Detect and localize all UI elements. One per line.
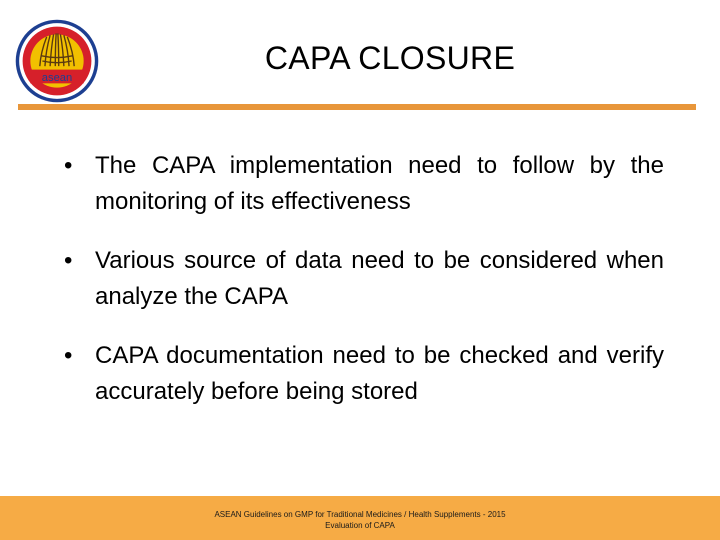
bullet-marker: • bbox=[64, 247, 73, 274]
bullet-marker: • bbox=[64, 152, 73, 179]
bullet-text: The CAPA implementation need to follow by the monitoring of its effectiveness bbox=[95, 152, 664, 215]
page-title: CAPA CLOSURE bbox=[264, 40, 516, 76]
footer-bar bbox=[0, 496, 720, 540]
asean-emblem-icon bbox=[14, 18, 100, 104]
bullet-item bbox=[64, 243, 664, 315]
bullet-text: Various source of data need to be considered when analyze the CAPA bbox=[95, 247, 664, 310]
bullet-item bbox=[64, 148, 664, 220]
bullet-item bbox=[64, 338, 664, 410]
footer-line-topic: Evaluation of CAPA bbox=[325, 521, 395, 530]
footer-line-guideline: ASEAN Guidelines on GMP for Traditional Medicines / Health Supplements - 2015 bbox=[214, 510, 506, 519]
asean-logo bbox=[14, 18, 100, 104]
bullet-list bbox=[64, 148, 664, 433]
title-divider bbox=[18, 104, 696, 110]
logo-text: asean bbox=[41, 71, 73, 84]
bullet-marker: • bbox=[64, 342, 73, 369]
footer-text bbox=[0, 509, 720, 531]
bullet-text: CAPA documentation need to be checked and verify accurately before being stored bbox=[95, 342, 664, 405]
